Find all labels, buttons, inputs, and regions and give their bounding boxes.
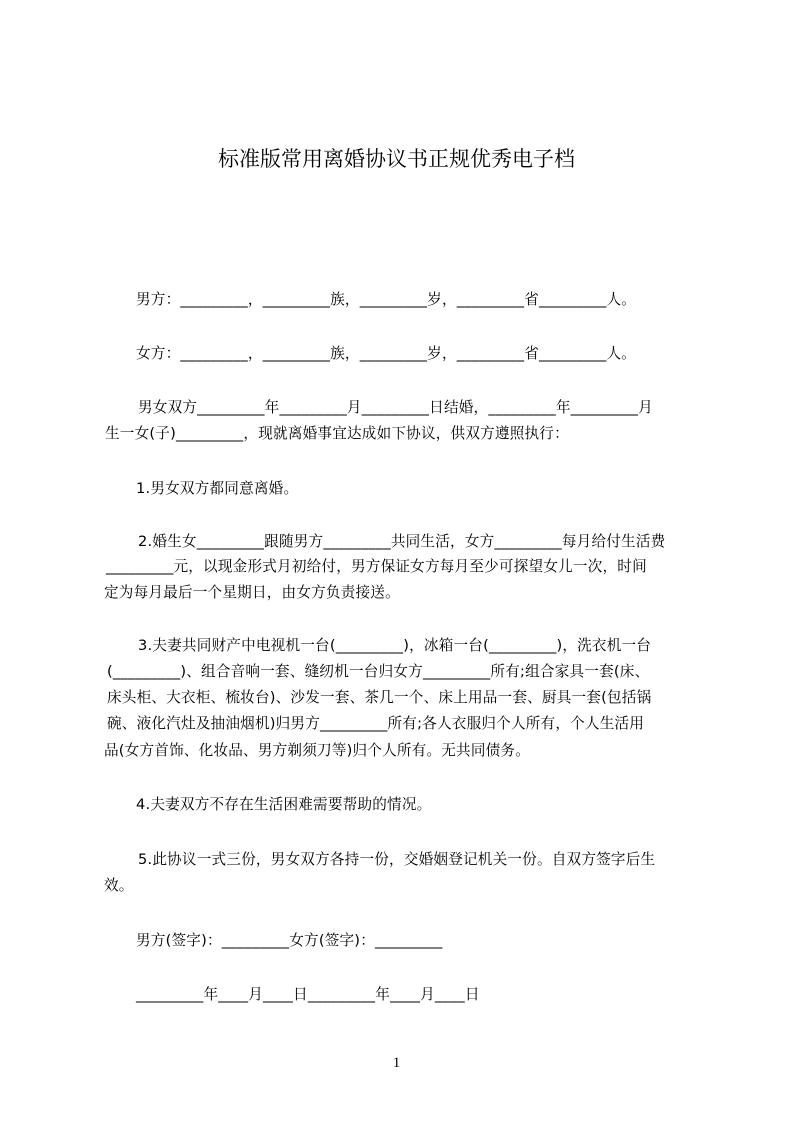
clause-4: 4.夫妻双方不存在生活困难需要帮助的情况。: [136, 796, 432, 813]
date-line: _________年____月____日_________年____月____日: [136, 986, 480, 1003]
clause-3-line-1: 3.夫妻共同财产中电视机一台(_________)，冰箱一台(_________)，洗衣机一台: [138, 637, 652, 654]
intro-line-1: 男女双方_________年_________月_________日结婚，_________年_________月: [138, 399, 653, 416]
female-party-line: 女方：_________，_________族，_________岁，_________省_________人。: [136, 345, 637, 362]
clause-3-line-3: 床头柜、大衣柜、梳妆台)、沙发一套、茶几一个、床上用品一套、厨具一套(包括锅: [107, 689, 652, 706]
page-number: 1: [392, 1055, 401, 1071]
clause-3-line-2: (_________)、组合音响一套、缝纫机一台归女方_________所有;组合家具一套(床、: [107, 663, 650, 680]
intro-line-2: 生一女(子)_________，现就离婚事宜达成如下协议，供双方遵照执行：: [105, 425, 569, 442]
clause-3-line-4: 碗、液化汽灶及抽油烟机)归男方_________所有;各人衣服归个人所有，个人生活用: [107, 715, 645, 732]
clause-2-line-3: 定为每月最后一个星期日，由女方负责接送。: [104, 584, 400, 601]
clause-5-line-1: 5.此协议一式三份，男女双方各持一份，交婚姻登记机关一份。自双方签字后生: [138, 851, 656, 868]
clause-2-line-2: _________元，以现金形式月初给付，男方保证女方每月至少可探望女儿一次，时间: [106, 558, 647, 575]
clause-3-line-5: 品(女方首饰、化妆品、男方剃须刀等)归个人所有。无共同债务。: [104, 742, 531, 759]
clause-5-line-2: 效。: [104, 877, 134, 894]
signature-line: 男方(签字)：_________女方(签字)：_________: [136, 932, 443, 949]
document-title: 标准版常用离婚协议书正规优秀电子档: [218, 147, 575, 171]
clause-1: 1.男女双方都同意离婚。: [136, 480, 299, 497]
clause-2-line-1: 2.婚生女_________跟随男方_________共同生活，女方_________每月给付生活费: [138, 533, 666, 550]
male-party-line: 男方：_________，_________族，_________岁，_________省_________人。: [136, 291, 637, 308]
